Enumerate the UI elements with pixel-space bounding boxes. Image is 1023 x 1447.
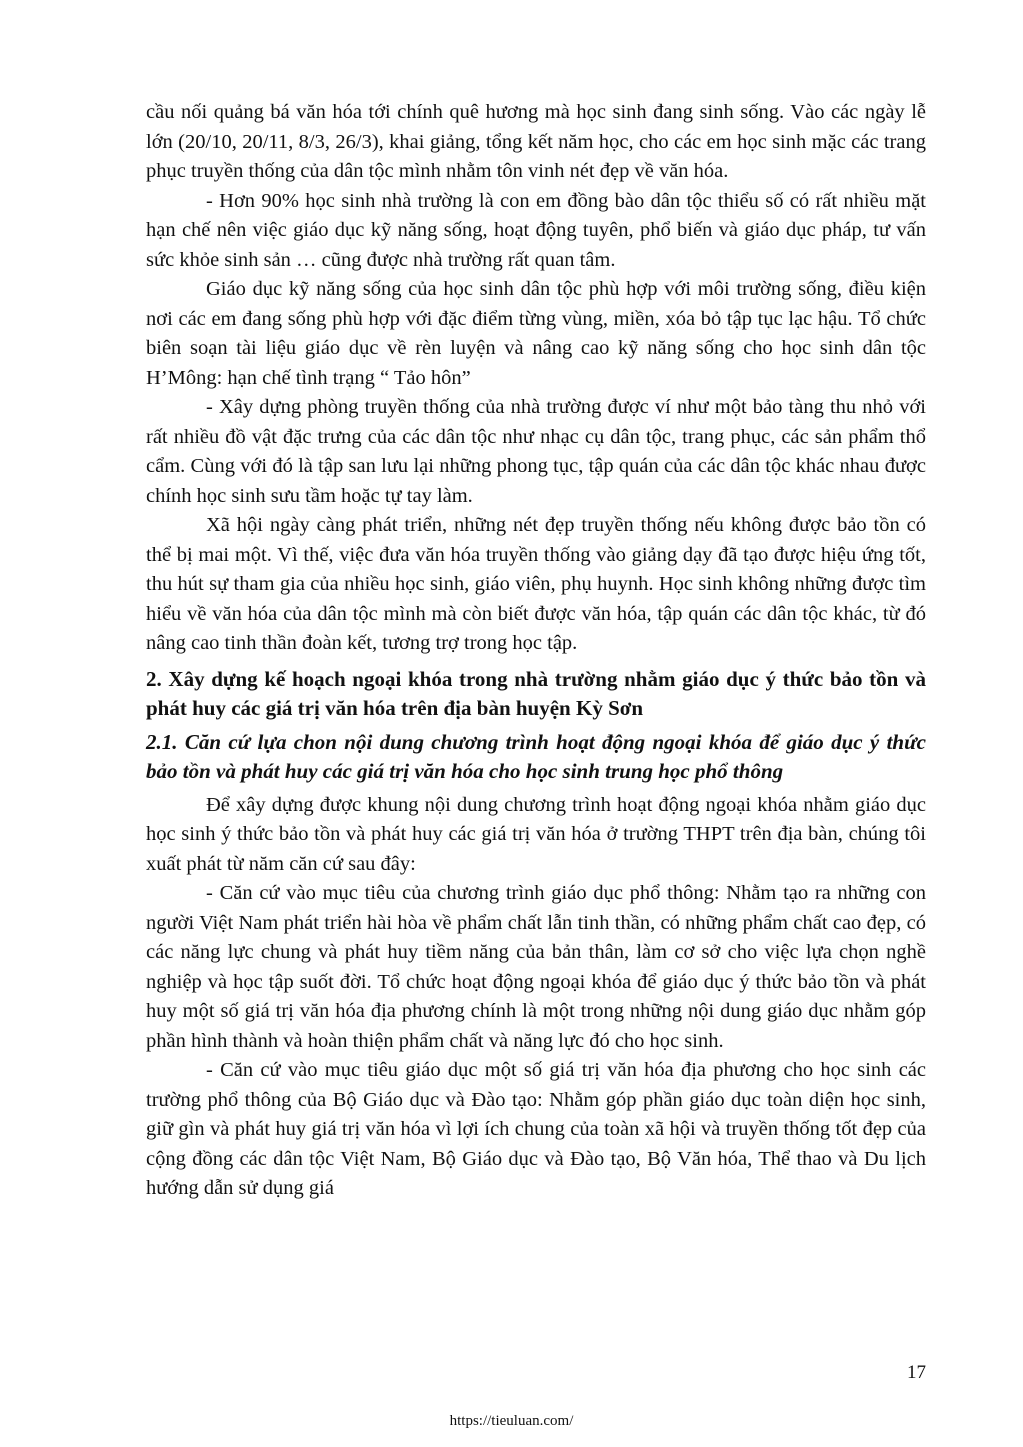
- page-number: 17: [907, 1362, 926, 1383]
- paragraph-society-development: Xã hội ngày càng phát triển, những nét đẹp truyền thống nếu không được bảo tồn có thể bị mai một. Vì thế, việc đưa văn hóa truyền thống vào giảng dạy đã tạo được hiệu ứng tốt, thu hút sự tham gia của nhiều học sinh, giáo viên, phụ huynh. Học sinh không những được tìm hiểu về văn hóa của dân tộc mình mà còn biết được văn hóa, tập quán các dân tộc khác, từ đó nâng cao tinh thần đoàn kết, tương trợ trong học tập.: [146, 514, 926, 654]
- subsection-heading: 2.1. Căn cứ lựa chon nội dung chương trình hoạt động ngoại khóa để giáo dục ý thức bảo tồn và phát huy các giá trị văn hóa cho học sinh trung học phổ thông: [146, 729, 926, 783]
- paragraph-basis-local-culture: - Căn cứ vào mục tiêu giáo dục một số giá trị văn hóa địa phương cho học sinh các trường phổ thông của Bộ Giáo dục và Đào tạo: Nhằm góp phần giáo dục toàn diện học sinh, giữ gìn và phát huy giá trị văn hóa vì lợi ích chung của toàn xã hội và truyền thống tốt đẹp của cộng đồng các dân tộc Việt Nam, Bộ Giáo dục và Đào tạo, Bộ Văn hóa, Thể thao và Du lịch hướng dẫn sử dụng giá: [146, 1059, 926, 1199]
- paragraph-student-life-skills: - Hơn 90% học sinh nhà trường là con em đồng bào dân tộc thiểu số có rất nhiều mặt hạn chế nên việc giáo dục kỹ năng sống, hoạt động tuyên, phổ biến và giáo dục pháp, tư vấn sức khỏe sinh sản … cũng được nhà trường rất quan tâm.: [146, 189, 926, 271]
- paragraph-continuation: cầu nối quảng bá văn hóa tới chính quê hương mà học sinh đang sinh sống. Vào các ngày lễ lớn (20/10, 20/11, 8/3, 26/3), khai giảng, tổng kết năm học, cho các em học sinh mặc các trang phục truyền thống của dân tộc mình nhằm tôn vinh nét đẹp về văn hóa.: [146, 101, 926, 182]
- paragraph-framework-intro: Để xây dựng được khung nội dung chương trình hoạt động ngoại khóa nhằm giáo dục học sinh ý thức bảo tồn và phát huy các giá trị văn hóa ở trường THPT trên địa bàn, chúng tôi xuất phát từ năm căn cứ sau đây:: [146, 793, 926, 875]
- paragraph-tradition-room: - Xây dựng phòng truyền thống của nhà trường được ví như một bảo tàng thu nhỏ với rất nhiều đồ vật đặc trưng của các dân tộc như nhạc cụ dân tộc, trang phục, các sản phẩm thổ cẩm. Cùng với đó là tập san lưu lại những phong tục, tập quán của các dân tộc khác nhau được chính học sinh sưu tầm hoặc tự tay làm.: [146, 396, 926, 507]
- section-heading: 2. Xây dựng kế hoạch ngoại khóa trong nhà trường nhằm giáo dục ý thức bảo tồn và phát huy các giá trị văn hóa trên địa bàn huyện Kỳ Sơn: [146, 666, 926, 720]
- paragraph-life-skills-education: Giáo dục kỹ năng sống của học sinh dân tộc phù hợp với môi trường sống, điều kiện nơi các em đang sống phù hợp với đặc điểm từng vùng, miền, xóa bỏ tập tục lạc hậu. Tổ chức biên soạn tài liệu giáo dục về rèn luyện và nâng cao kỹ năng sống cho học sinh dân tộc H’Mông: hạn chế tình trạng “ Tảo hôn”: [146, 278, 926, 389]
- footer-url[interactable]: https://tieuluan.com/: [449, 1413, 574, 1429]
- paragraph-basis-general-education: - Căn cứ vào mục tiêu của chương trình giáo dục phổ thông: Nhằm tạo ra những con người Việt Nam phát triển hài hòa về phẩm chất lẫn tinh thần, có những phẩm chất cao đẹp, có các năng lực chung và phát huy tiềm năng của bản thân, làm cơ sở cho việc lựa chọn nghề nghiệp và học tập suốt đời. Tổ chức hoạt động ngoại khóa để giáo dục ý thức bảo tồn và phát huy một số giá trị văn hóa địa phương chính là một trong những nội dung giáo dục nhằm góp phần hình thành và hoàn thiện phẩm chất và năng lực đó cho học sinh.: [146, 882, 926, 1052]
- page-body: [146, 98, 926, 1204]
